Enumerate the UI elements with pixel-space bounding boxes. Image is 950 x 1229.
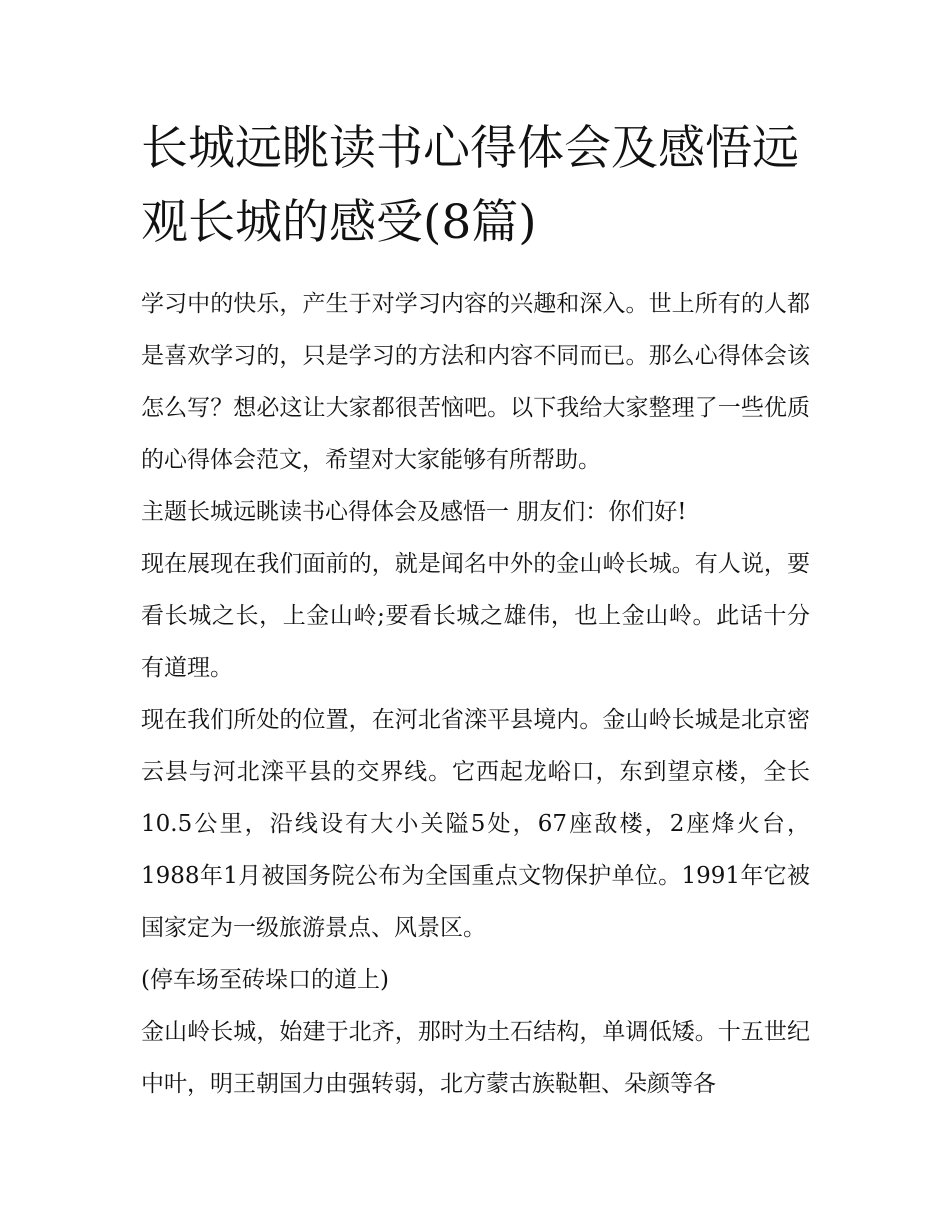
document-title: 长城远眺读书心得体会及感悟远观长城的感受(8篇) (141, 121, 799, 250)
paragraph-location: 现在我们所处的位置，在河北省滦平县境内。金山岭长城是北京密云县与河北滦平县的交界线。它西起龙峪口，东到望京楼，全长10.5公里，沿线设有大小关隘5处，67座敌楼，2座烽火台，1988年1月被国务院公布为全国重点文物保护单位。1991年它被国家定为一级旅游景点、风景区。 (141, 707, 810, 941)
paragraph-jinshanling-intro: 现在展现在我们面前的，就是闻名中外的金山岭长城。有人说，要看长城之长，上金山岭;要看长城之雄伟，也上金山岭。此话十分有道理。 (141, 551, 810, 681)
paragraph-intro: 学习中的快乐，产生于对学习内容的兴趣和深入。世上所有的人都是喜欢学习的，只是学习的方法和内容不同而已。那么心得体会该怎么写？想必这让大家都很苦恼吧。以下我给大家整理了一些优质的心得体会范文，希望对大家能够有所帮助。 (141, 291, 810, 473)
paragraph-history: 金山岭长城，始建于北齐，那时为土石结构，单调低矮。十五世纪中叶，明王朝国力由强转弱，北方蒙古族鞑靼、朵颜等各 (141, 1019, 810, 1097)
paragraph-stage-direction: (停车场至砖垛口的道上) (141, 967, 389, 993)
document-body (141, 278, 810, 1110)
paragraph-greeting: 主题长城远眺读书心得体会及感悟一 朋友们：你们好! (141, 499, 687, 525)
